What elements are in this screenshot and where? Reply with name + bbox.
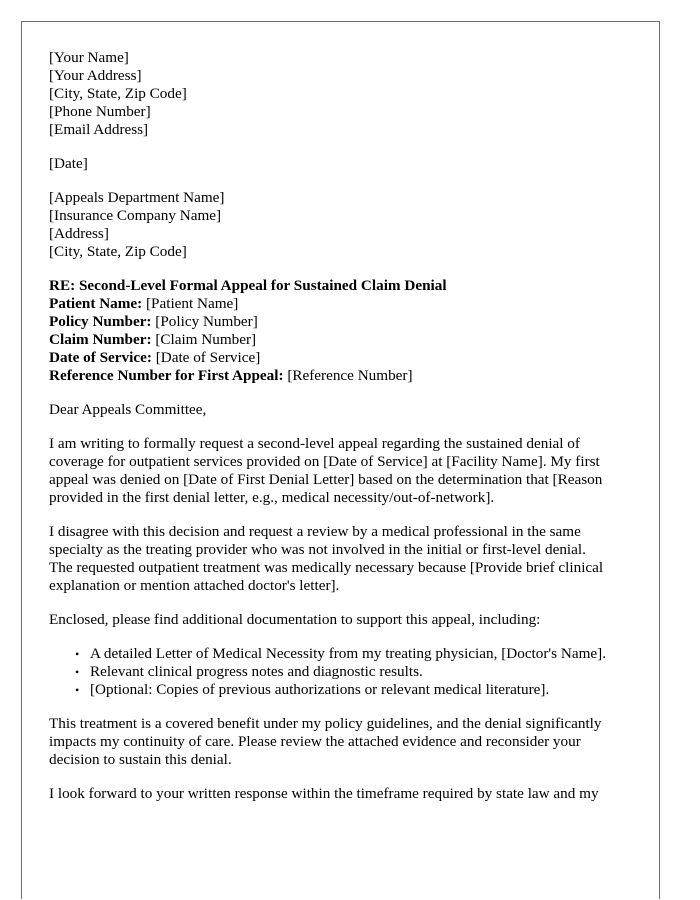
- re-field-label: Reference Number for First Appeal:: [49, 367, 284, 384]
- re-field-value: [Patient Name]: [142, 295, 239, 312]
- list-item-text: [Optional: Copies of previous authorizations or relevant medical literature].: [90, 681, 550, 698]
- recipient-block: [49, 189, 649, 261]
- enclosures-list: [49, 645, 649, 699]
- list-item-text: Relevant clinical progress notes and diagnostic results.: [90, 663, 423, 680]
- re-field-policy-number: [49, 313, 649, 331]
- re-field-label: Policy Number:: [49, 313, 152, 330]
- re-field-label: Claim Number:: [49, 331, 152, 348]
- paragraph-line: coverage for outpatient services provided on [Date of Service] at [Facility Name]. My first: [49, 453, 600, 470]
- re-field-patient-name: [49, 295, 649, 313]
- re-field-value: [Date of Service]: [151, 349, 261, 366]
- paragraph-line: decision to sustain this denial.: [49, 751, 232, 768]
- re-field-reference-number: [49, 367, 649, 385]
- list-item-text: A detailed Letter of Medical Necessity from my treating physician, [Doctor's Name].: [90, 645, 606, 662]
- sender-name: [Your Name]: [49, 49, 129, 66]
- recipient-address: [Address]: [49, 225, 109, 242]
- re-field-value: [Claim Number]: [151, 331, 257, 348]
- letter-page: [21, 21, 660, 899]
- paragraph-line: The requested outpatient treatment was medically necessary because [Provide brief clinical: [49, 559, 604, 576]
- re-block: [49, 277, 649, 385]
- bullet-icon: •: [75, 683, 80, 697]
- letter-body: [49, 49, 649, 803]
- paragraph-enclosed-intro: Enclosed, please find additional documentation to support this appeal, including:: [49, 611, 541, 628]
- list-item: [49, 663, 649, 681]
- re-field-claim-number: [49, 331, 649, 349]
- date-block: [49, 155, 649, 173]
- sender-address: [Your Address]: [49, 67, 142, 84]
- sender-city-state-zip: [City, State, Zip Code]: [49, 85, 187, 102]
- salutation: Dear Appeals Committee,: [49, 401, 207, 418]
- bullet-icon: •: [75, 647, 80, 661]
- re-field-label: Date of Service:: [49, 349, 152, 366]
- paragraph-line: This treatment is a covered benefit under my policy guidelines, and the denial significantly: [49, 715, 602, 732]
- paragraph-disagreement: [49, 523, 649, 595]
- list-item: [49, 645, 649, 663]
- list-item: [49, 681, 649, 699]
- recipient-city-state-zip: [City, State, Zip Code]: [49, 243, 187, 260]
- paragraph-line: I am writing to formally request a second-level appeal regarding the sustained denial of: [49, 435, 580, 452]
- paragraph-first-appeal: [49, 435, 649, 507]
- re-field-value: [Policy Number]: [151, 313, 258, 330]
- re-subject: RE: Second-Level Formal Appeal for Sustained Claim Denial: [49, 277, 447, 294]
- sender-block: [49, 49, 649, 139]
- paragraph-line: I look forward to your written response within the timeframe required by state law and my: [49, 785, 599, 802]
- sender-email: [Email Address]: [49, 121, 149, 138]
- recipient-department: [Appeals Department Name]: [49, 189, 225, 206]
- bullet-icon: •: [75, 665, 80, 679]
- letter-date: [Date]: [49, 155, 88, 172]
- paragraph-covered-benefit: [49, 715, 649, 769]
- re-field-label: Patient Name:: [49, 295, 143, 312]
- re-field-date-of-service: [49, 349, 649, 367]
- paragraph-line: specialty as the treating provider who was not involved in the initial or first-level denial.: [49, 541, 586, 558]
- paragraph-line: I disagree with this decision and request a review by a medical professional in the same: [49, 523, 581, 540]
- re-field-value: [Reference Number]: [283, 367, 413, 384]
- sender-phone: [Phone Number]: [49, 103, 151, 120]
- paragraph-line: appeal was denied on [Date of First Denial Letter] based on the determination that [Reason: [49, 471, 603, 488]
- paragraph-line: impacts my continuity of care. Please review the attached evidence and reconsider your: [49, 733, 581, 750]
- paragraph-line: provided in the first denial letter, e.g., medical necessity/out-of-network].: [49, 489, 495, 506]
- paragraph-line: explanation or mention attached doctor's letter].: [49, 577, 340, 594]
- recipient-company: [Insurance Company Name]: [49, 207, 222, 224]
- paragraph-closing: [49, 785, 649, 803]
